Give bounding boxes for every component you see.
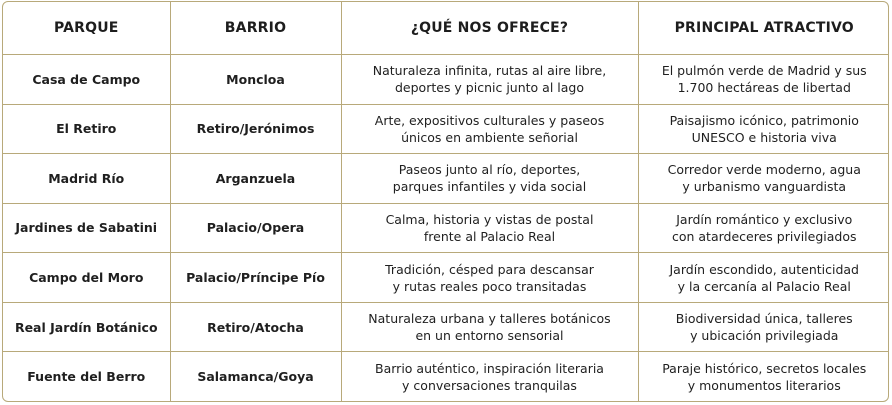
cell-atractivo-line: Paisajismo icónico, patrimonio <box>669 112 859 128</box>
cell-atractivo <box>638 55 889 105</box>
cell-ofrece <box>341 55 638 105</box>
cell-atractivo-line: El pulmón verde de Madrid y sus <box>661 63 867 79</box>
header-parque: PARQUE <box>3 2 170 55</box>
header-ofrece: ¿QUÉ NOS OFRECE? <box>341 2 638 55</box>
header-barrio: BARRIO <box>170 2 341 55</box>
cell-atractivo-line: Jardín romántico y exclusivo <box>676 211 853 227</box>
cell-ofrece-line: Calma, historia y vistas de postal <box>385 211 594 227</box>
table-row <box>3 352 889 401</box>
header-atractivo: PRINCIPAL ATRACTIVO <box>638 2 889 55</box>
cell-barrio: Retiro/Atocha <box>170 302 341 352</box>
cell-barrio: Palacio/Príncipe Pío <box>170 253 341 303</box>
cell-ofrece-line: y rutas reales poco transitadas <box>392 278 587 294</box>
parks-table <box>3 2 889 401</box>
cell-ofrece <box>341 253 638 303</box>
cell-atractivo-line: UNESCO e historia viva <box>691 129 837 145</box>
cell-atractivo-line: y ubicación privilegiada <box>690 328 839 344</box>
cell-ofrece-line: Naturaleza urbana y talleres botánicos <box>368 311 611 327</box>
cell-atractivo <box>638 104 889 154</box>
cell-atractivo-line: 1.700 hectáreas de libertad <box>677 80 851 96</box>
cell-ofrece-line: Arte, expositivos culturales y paseos <box>374 112 605 128</box>
cell-ofrece <box>341 352 638 401</box>
cell-parque: Campo del Moro <box>3 253 170 303</box>
header-row <box>3 2 889 55</box>
table-row <box>3 302 889 352</box>
cell-parque: Fuente del Berro <box>3 352 170 401</box>
cell-atractivo-line: y urbanismo vanguardista <box>682 179 847 195</box>
table-row <box>3 55 889 105</box>
cell-ofrece-line: Paseos junto al río, deportes, <box>398 162 581 178</box>
cell-atractivo <box>638 154 889 204</box>
cell-ofrece-line: frente al Palacio Real <box>423 228 556 244</box>
cell-ofrece-line: parques infantiles y vida social <box>392 179 587 195</box>
cell-atractivo-line: Corredor verde moderno, agua <box>667 162 861 178</box>
cell-ofrece-line: Naturaleza infinita, rutas al aire libre, <box>372 63 607 79</box>
cell-barrio: Moncloa <box>170 55 341 105</box>
cell-parque: Real Jardín Botánico <box>3 302 170 352</box>
cell-parque: Casa de Campo <box>3 55 170 105</box>
cell-ofrece-line: únicos en ambiente señorial <box>401 129 578 145</box>
cell-atractivo <box>638 253 889 303</box>
cell-ofrece <box>341 302 638 352</box>
cell-ofrece <box>341 203 638 253</box>
cell-atractivo-line: Biodiversidad única, talleres <box>675 311 853 327</box>
cell-ofrece-line: en un entorno sensorial <box>415 328 564 344</box>
table-row <box>3 203 889 253</box>
cell-barrio: Palacio/Opera <box>170 203 341 253</box>
cell-barrio: Salamanca/Goya <box>170 352 341 401</box>
cell-atractivo <box>638 203 889 253</box>
cell-atractivo-line: y la cercanía al Palacio Real <box>677 278 851 294</box>
cell-parque: Jardines de Sabatini <box>3 203 170 253</box>
cell-ofrece-line: Barrio auténtico, inspiración literaria <box>375 360 604 376</box>
cell-atractivo <box>638 302 889 352</box>
cell-barrio: Retiro/Jerónimos <box>170 104 341 154</box>
cell-atractivo <box>638 352 889 401</box>
cell-ofrece-line: deportes y picnic junto al lago <box>395 80 584 96</box>
cell-parque: El Retiro <box>3 104 170 154</box>
cell-ofrece <box>341 104 638 154</box>
cell-ofrece <box>341 154 638 204</box>
table-row <box>3 253 889 303</box>
table-row <box>3 104 889 154</box>
cell-atractivo-line: Jardín escondido, autenticidad <box>669 261 859 277</box>
parks-table-container <box>2 1 889 402</box>
cell-atractivo-line: con atardeceres privilegiados <box>671 228 857 244</box>
cell-atractivo-line: Paraje histórico, secretos locales <box>662 360 867 376</box>
cell-parque: Madrid Río <box>3 154 170 204</box>
cell-ofrece-line: y conversaciones tranquilas <box>402 377 577 393</box>
cell-barrio: Arganzuela <box>170 154 341 204</box>
table-row <box>3 154 889 204</box>
cell-ofrece-line: Tradición, césped para descansar <box>385 261 594 277</box>
cell-atractivo-line: y monumentos literarios <box>687 377 841 393</box>
